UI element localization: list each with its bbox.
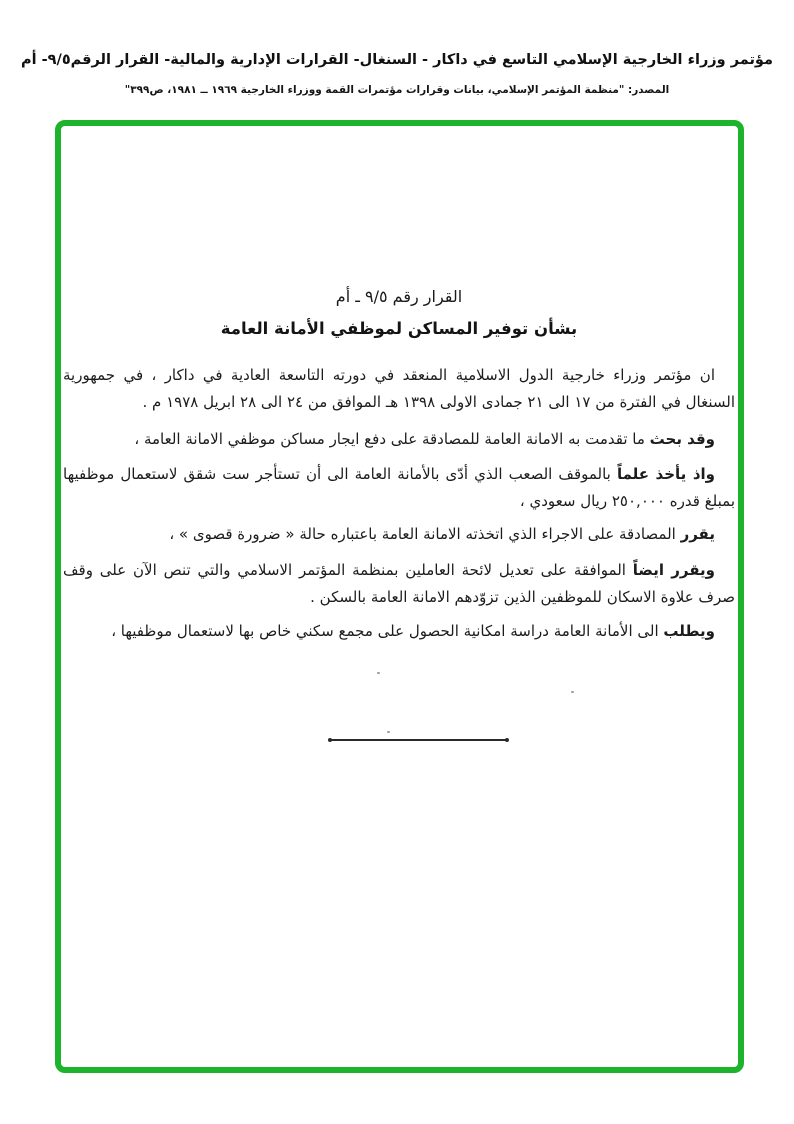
resolution-subject-title: بشأن توفير المساكن لموظفي الأمانة العامة bbox=[220, 319, 578, 338]
paragraph-lead: واذ يأخذ علماً bbox=[616, 465, 716, 483]
paragraph-preamble bbox=[63, 362, 735, 416]
resolution-number-title: القرار رقم ٩/٥ ـ أم bbox=[335, 287, 463, 306]
paragraph-text: بالموقف الصعب الذي أدّى بالأمانة العامة الى أن تستأجر ست شقق لاستعمال موظفيها بمبلغ قدره ٢٥٠,٠٠٠ ريال سعودي ، bbox=[63, 465, 735, 510]
paragraph-reviewed bbox=[63, 426, 735, 453]
paragraph-lead: ويقرر ايضاً bbox=[632, 561, 715, 579]
header-source-line: المصدر: "منظمة المؤتمر الإسلامي، بيانات وقرارات مؤتمرات القمة ووزراء الخارجية ١٩٦٩ ــ ١٩٨١، ص٣٩٩" bbox=[124, 84, 670, 96]
paragraph-text: الموافقة على تعديل لائحة العاملين بمنظمة المؤتمر الاسلامي والتي تنص الآن على وقف صرف علاوة الاسكان للموظفين الذين تزوّدهم الامانة العامة بالسكن . bbox=[63, 561, 735, 606]
paragraph-lead: وقد بحث bbox=[649, 430, 715, 448]
paragraph-noting bbox=[63, 461, 735, 515]
header-citation-line: مؤتمر وزراء الخارجية الإسلامي التاسع في داكار - السنغال- القرارات الإدارية والمالية- القرار الرقم٩/٥- أم bbox=[21, 52, 773, 68]
paragraph-text: المصادقة على الاجراء الذي اتخذته الامانة العامة باعتباره حالة « ضرورة قصوى » ، bbox=[169, 525, 681, 543]
scan-speck bbox=[377, 672, 380, 674]
scan-speck bbox=[387, 731, 390, 733]
paragraph-text: الى الأمانة العامة دراسة امكانية الحصول على مجمع سكني خاص بها لاستعمال موظفيها ، bbox=[111, 622, 664, 640]
scan-speck bbox=[571, 691, 574, 693]
paragraph-lead: ويطلب bbox=[663, 622, 715, 640]
paragraph-text: ان مؤتمر وزراء خارجية الدول الاسلامية المنعقد في دورته التاسعة العادية في داكار ، في جمهورية السنغال في الفترة من ١٧ الى ٢١ جمادى الاولى ١٣٩٨ هـ الموافق من ٢٤ الى ٢٨ ابريل ١٩٧٨ م . bbox=[63, 366, 735, 411]
paragraph-requests bbox=[63, 618, 735, 645]
paragraph-decides bbox=[63, 521, 735, 548]
end-rule bbox=[330, 739, 507, 741]
paragraph-text: ما تقدمت به الامانة العامة للمصادقة على دفع ايجار مساكن موظفي الامانة العامة ، bbox=[134, 430, 650, 448]
paragraph-lead: يقرر bbox=[680, 525, 715, 543]
paragraph-decides-also bbox=[63, 557, 735, 611]
